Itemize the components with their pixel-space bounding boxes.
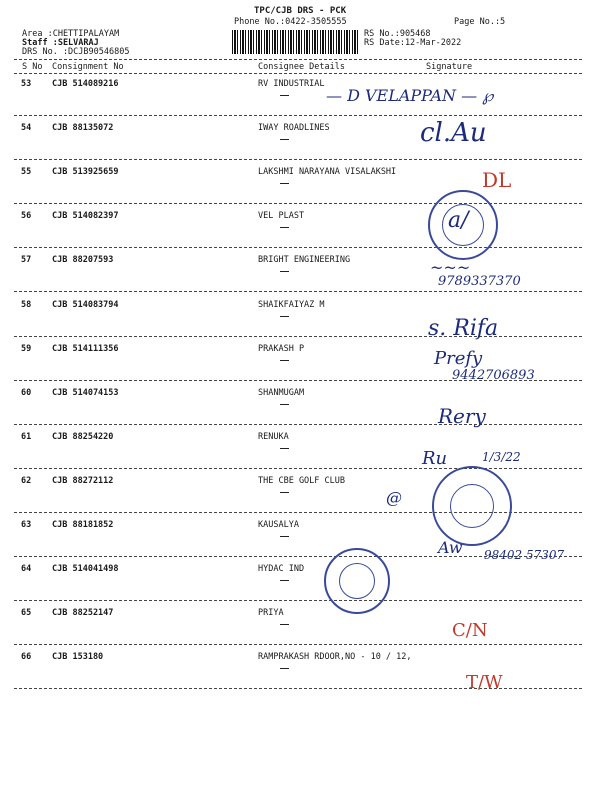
signature-61: Ru xyxy=(422,448,448,469)
tick-mark xyxy=(280,360,289,361)
serial-number: 64 xyxy=(21,564,32,574)
consignee-name: RENUKA xyxy=(258,432,289,442)
serial-number: 57 xyxy=(21,255,32,265)
consignment-number: CJB 88252147 xyxy=(52,608,114,618)
tick-mark xyxy=(280,271,289,272)
phone-57: 9789337370 xyxy=(438,274,521,289)
signature-59: Prefy xyxy=(434,348,483,369)
mark-dl: DL xyxy=(482,168,512,192)
consignee-name: BRIGHT ENGINEERING xyxy=(258,255,351,265)
consignment-number: CJB 514089216 xyxy=(52,79,119,89)
serial-number: 60 xyxy=(21,388,32,398)
serial-number: 66 xyxy=(21,652,32,662)
list-item xyxy=(0,79,600,123)
tick-mark xyxy=(280,580,289,581)
row-divider xyxy=(14,159,582,160)
date-61: 1/3/22 xyxy=(482,450,521,464)
serial-number: 53 xyxy=(21,79,32,89)
list-item xyxy=(0,211,600,255)
consignee-name: SHAIKFAIYAZ M xyxy=(258,300,325,310)
tick-mark xyxy=(280,404,289,405)
mark-cn: C/N xyxy=(452,620,488,641)
list-item xyxy=(0,388,600,432)
list-item xyxy=(0,564,600,608)
consignee-name: HYDAC IND xyxy=(258,564,305,574)
signature-58: s. Rifa xyxy=(428,316,499,341)
rs-number: RS No.:905468 xyxy=(364,29,431,39)
consignment-number: CJB 514074153 xyxy=(52,388,119,398)
list-item xyxy=(0,300,600,344)
phone-59: 9442706893 xyxy=(452,368,535,383)
consignment-number: CJB 514083794 xyxy=(52,300,119,310)
consignee-name: RAMPRAKASH RDOOR,NO - 10 / 12, xyxy=(258,652,412,662)
consignment-number: CJB 88272112 xyxy=(52,476,114,486)
tick-mark xyxy=(280,139,289,140)
hydac-stamp xyxy=(324,548,390,614)
serial-number: 62 xyxy=(21,476,32,486)
serial-number: 59 xyxy=(21,344,32,354)
row-divider xyxy=(14,600,582,601)
tick-mark xyxy=(280,492,289,493)
signature-53: — D VELAPPAN — ℘ xyxy=(326,86,494,105)
golf-club-stamp xyxy=(432,466,512,546)
signature-57: ~~~ xyxy=(430,258,471,277)
consignee-name: IWAY ROADLINES xyxy=(258,123,330,133)
consignment-number: CJB 514111356 xyxy=(52,344,119,354)
signature-56: a/ xyxy=(448,208,469,233)
tick-mark xyxy=(280,536,289,537)
document-title: TPC/CJB DRS - PCK xyxy=(254,6,347,16)
row-divider xyxy=(14,468,582,469)
serial-number: 61 xyxy=(21,432,32,442)
tick-mark xyxy=(280,624,289,625)
list-item xyxy=(0,608,600,652)
tick-mark xyxy=(280,316,289,317)
list-item xyxy=(0,652,600,696)
row-divider xyxy=(14,247,582,248)
consignee-name: PRIYA xyxy=(258,608,284,618)
tick-mark xyxy=(280,448,289,449)
consignment-number: CJB 153180 xyxy=(52,652,104,662)
rs-date: RS Date:12-Mar-2022 xyxy=(364,38,462,48)
consignee-name: VEL PLAST xyxy=(258,211,305,221)
tick-mark xyxy=(280,183,289,184)
row-divider xyxy=(14,291,582,292)
signature-62: @ xyxy=(386,488,402,507)
consignee-name: KAUSALYA xyxy=(258,520,299,530)
consignment-number: CJB 88135072 xyxy=(52,123,114,133)
tick-mark xyxy=(280,95,289,96)
staff-label: Staff :SELVARAJ xyxy=(22,38,99,48)
serial-number: 65 xyxy=(21,608,32,618)
row-divider xyxy=(14,203,582,204)
barcode xyxy=(232,30,358,54)
header-divider-bottom xyxy=(14,73,582,74)
consignee-name: LAKSHMI NARAYANA VISALAKSHI xyxy=(258,167,397,177)
signature-63: Aw xyxy=(438,538,463,557)
consignment-number: CJB 514082397 xyxy=(52,211,119,221)
phone-63: 98402 57307 xyxy=(484,548,565,562)
serial-number: 55 xyxy=(21,167,32,177)
consignee-name: SHANMUGAM xyxy=(258,388,305,398)
consignee-name: RV INDUSTRIAL xyxy=(258,79,325,89)
column-header-consignee: Consignee Details xyxy=(258,62,345,72)
consignee-name: PRAKASH P xyxy=(258,344,305,354)
signature-60: Rery xyxy=(438,404,486,428)
area-label: Area :CHETTIPALAYAM xyxy=(22,29,120,39)
tick-mark xyxy=(280,668,289,669)
consignment-number: CJB 513925659 xyxy=(52,167,119,177)
drs-number: DRS No. :DCJB90546805 xyxy=(22,47,130,57)
signature-54: cl.Au xyxy=(420,118,487,148)
column-header-sno: S No xyxy=(22,62,43,72)
serial-number: 63 xyxy=(21,520,32,530)
list-item xyxy=(0,123,600,167)
serial-number: 54 xyxy=(21,123,32,133)
tick-mark xyxy=(280,227,289,228)
consignment-number: CJB 88181852 xyxy=(52,520,114,530)
consignment-number: CJB 88207593 xyxy=(52,255,114,265)
serial-number: 56 xyxy=(21,211,32,221)
row-divider xyxy=(14,644,582,645)
header-divider-top xyxy=(14,59,582,60)
mark-tw: T/W xyxy=(466,672,503,693)
serial-number: 58 xyxy=(21,300,32,310)
row-divider xyxy=(14,115,582,116)
page-number: Page No.:5 xyxy=(454,17,506,27)
column-header-signature: Signature xyxy=(426,62,473,72)
consignment-number: CJB 88254220 xyxy=(52,432,114,442)
consignee-name: THE CBE GOLF CLUB xyxy=(258,476,345,486)
consignment-number: CJB 514041498 xyxy=(52,564,119,574)
column-header-consignment: Consignment No xyxy=(52,62,124,72)
row-divider xyxy=(14,424,582,425)
phone-number: Phone No.:0422-3505555 xyxy=(234,17,347,27)
